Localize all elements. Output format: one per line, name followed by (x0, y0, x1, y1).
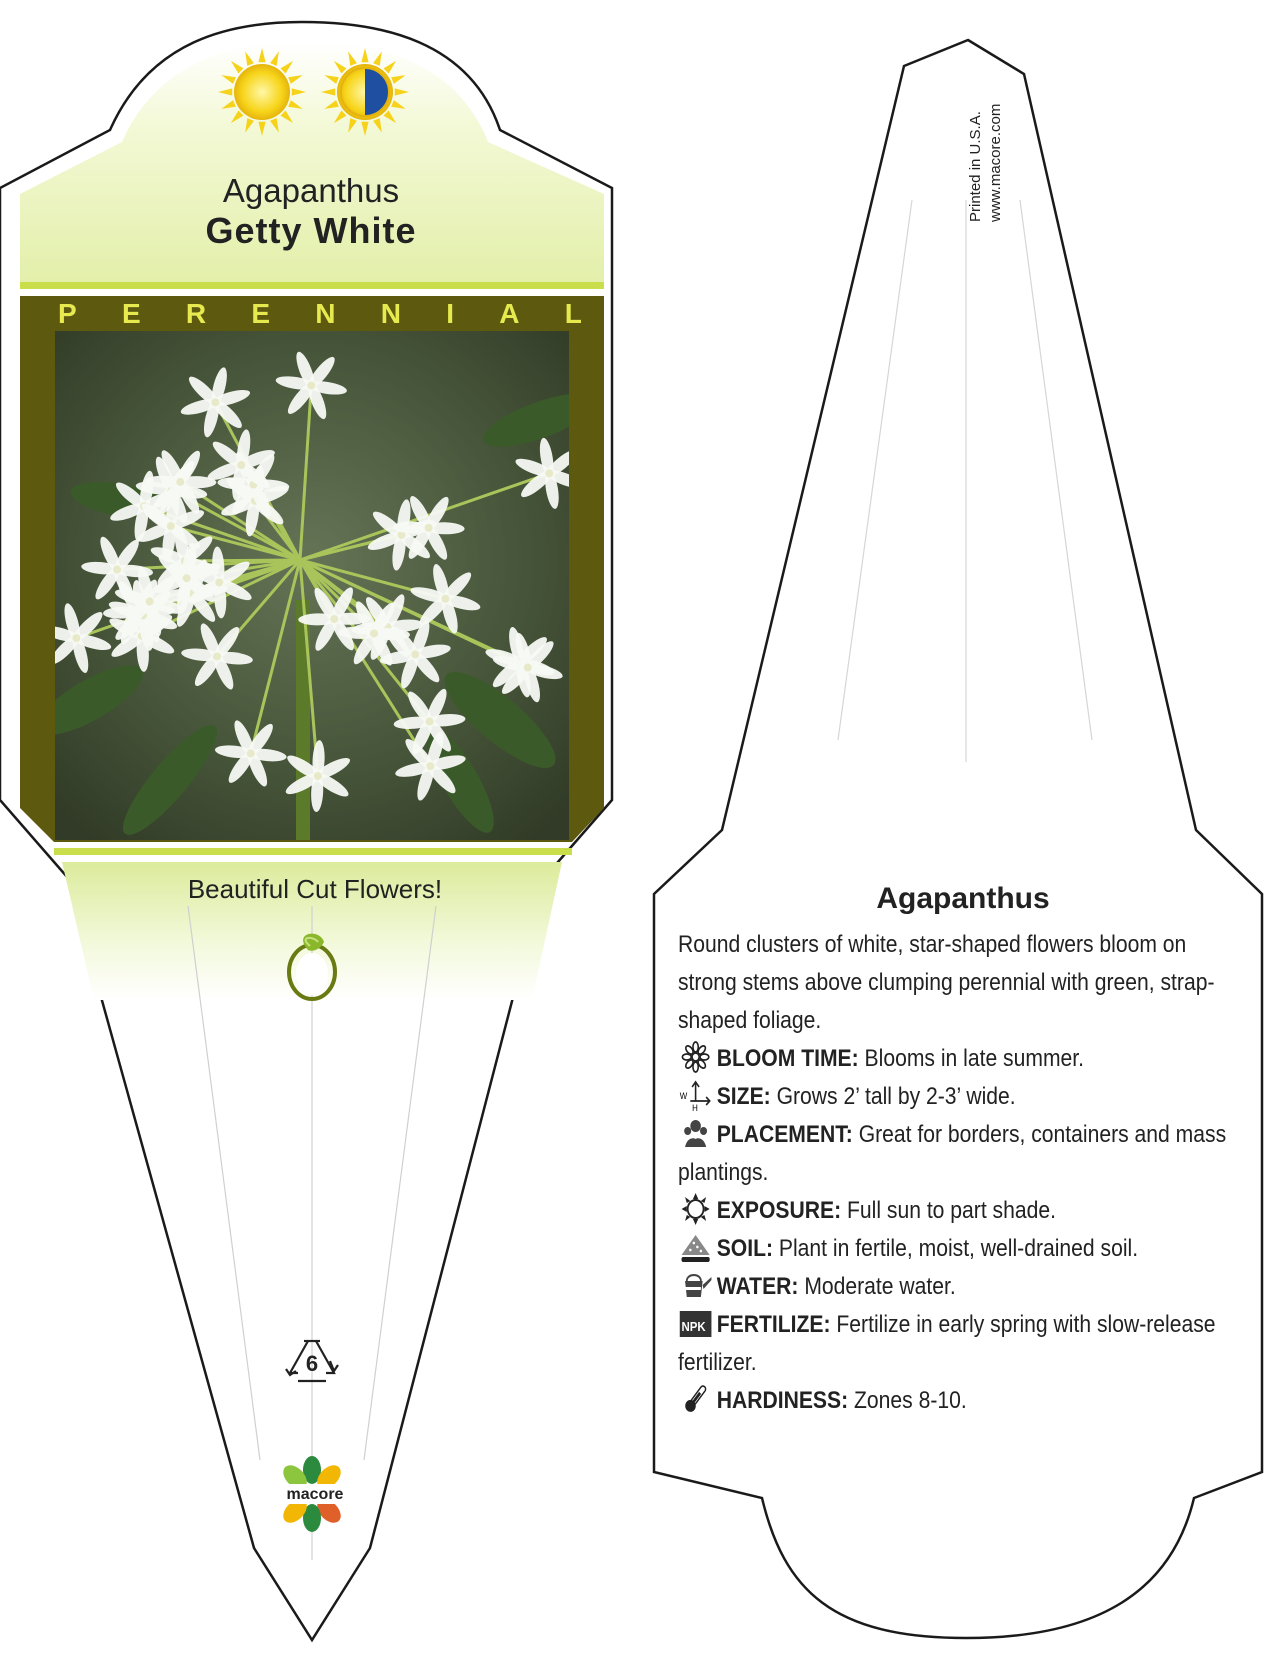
attribute-value: Grows 2’ tall by 2-3’ wide. (770, 1083, 1016, 1110)
brand-name: macore (286, 1486, 344, 1503)
attribute-value: Moderate water. (798, 1273, 956, 1300)
watering-can-icon (678, 1269, 713, 1301)
attribute-placement (678, 1116, 1241, 1192)
svg-text:W: W (679, 1090, 688, 1102)
category-letter: N (315, 298, 336, 329)
back-description: Round clusters of white, star-shaped flowers bloom on strong stems above clumping perennial with green, strap-shaped foliage. (678, 931, 1215, 1034)
attribute-soil (678, 1230, 1241, 1268)
front-footer-rule (54, 848, 572, 855)
category-letter: E (121, 298, 141, 329)
print-note-origin: Printed in U.S.A. (967, 111, 984, 222)
svg-text:NPK: NPK (681, 1319, 706, 1335)
attribute-fertilize (678, 1306, 1241, 1382)
full-sun-icon (218, 48, 306, 136)
category-label (20, 296, 610, 332)
cultivar-name: Getty White (205, 210, 417, 251)
back-title: Agapanthus (876, 882, 1050, 915)
placement-icon (678, 1117, 713, 1149)
attribute-label: BLOOM TIME: (716, 1045, 859, 1072)
flower-icon (678, 1041, 713, 1073)
flower-photo (28, 331, 602, 845)
attribute-label: HARDINESS: (716, 1387, 849, 1414)
category-letter: R (185, 298, 207, 329)
recycle-number: 6 (305, 1351, 319, 1376)
category-letter: P (58, 298, 77, 329)
category-letter: E (251, 298, 271, 329)
svg-text:H: H (692, 1102, 698, 1111)
category-letter: N (380, 298, 402, 329)
attribute-value: Great for borders, containers and mass plantings. (678, 1121, 1227, 1186)
category-letter: I (446, 298, 455, 329)
attribute-size (678, 1078, 1241, 1116)
category-letter: L (564, 298, 582, 329)
attribute-label: SIZE: (716, 1083, 771, 1110)
attribute-hardiness (678, 1382, 1241, 1420)
attribute-label: EXPOSURE: (716, 1197, 842, 1224)
tagline: Beautiful Cut Flowers! (187, 874, 443, 904)
attribute-exposure (678, 1192, 1241, 1230)
attribute-value: Plant in fertile, moist, well-drained soil. (773, 1235, 1139, 1262)
attribute-value: Blooms in late summer. (858, 1045, 1085, 1072)
attribute-water (678, 1268, 1241, 1306)
attribute-value: Zones 8-10. (848, 1387, 967, 1414)
common-name: Agapanthus (222, 172, 400, 209)
attribute-value: Full sun to part shade. (841, 1197, 1056, 1224)
attribute-value: Fertilize in early spring with slow-release fertilizer. (678, 1311, 1216, 1376)
soil-icon (678, 1231, 713, 1263)
category-letter: A (499, 298, 520, 329)
sun-icon (678, 1193, 713, 1225)
thermometer-icon (678, 1383, 713, 1415)
part-shade-icon (321, 48, 409, 136)
print-note (940, 52, 1004, 222)
back-panel (678, 882, 1248, 1420)
attribute-label: PLACEMENT: (716, 1121, 853, 1148)
attribute-bloom-time (678, 1040, 1241, 1078)
size-icon (678, 1079, 713, 1111)
front-header-rule (20, 282, 604, 289)
npk-icon (678, 1307, 713, 1339)
print-note-website: www.macore.com (987, 103, 1004, 222)
attribute-list (678, 1040, 1248, 1420)
attribute-label: FERTILIZE: (716, 1311, 831, 1338)
attribute-label: SOIL: (716, 1235, 774, 1262)
attribute-label: WATER: (716, 1273, 799, 1300)
